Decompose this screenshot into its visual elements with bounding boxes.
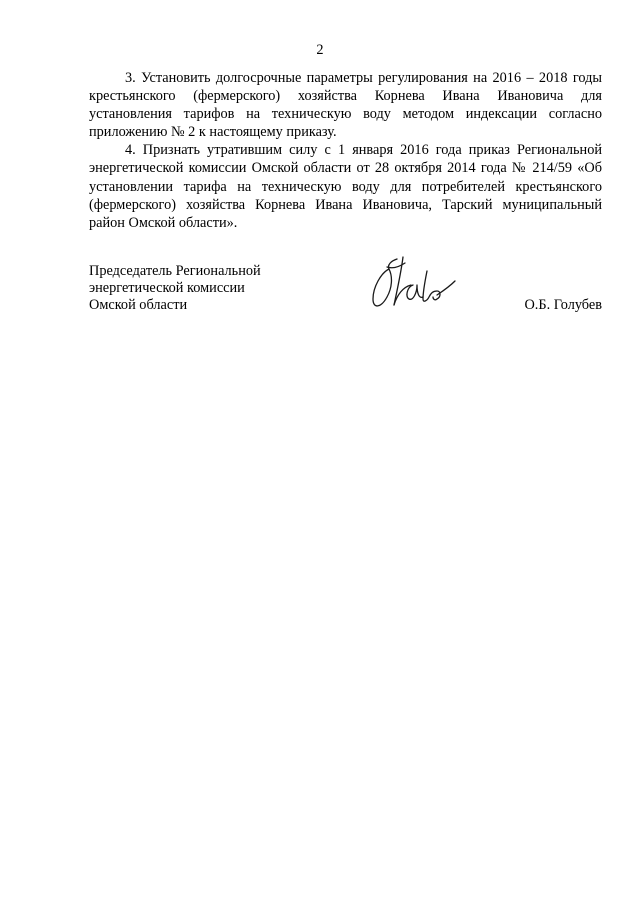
- page-number: 2: [316, 42, 324, 58]
- handwritten-signature: [367, 251, 459, 317]
- document-body: [89, 69, 602, 232]
- signatory-title-line: энергетической комиссии: [89, 280, 245, 296]
- signature-block: [89, 263, 602, 323]
- paragraph-4: 4. Признать утратившим силу с 1 января 2016 года приказ Региональной энергетической комиссии Омской области от 28 октября 2014 года № 214/59 «Об установлении тарифа на техническую воду для потребителей крестьянского (фермерского) хозяйства Корнева Ивана Ивановича, Тарский муниципальный район Омской области».: [89, 142, 602, 231]
- signatory-title: [89, 263, 261, 314]
- signatory-title-line: Омской области: [89, 297, 188, 313]
- paragraph-3: 3. Установить долгосрочные параметры регулирования на 2016 – 2018 годы крестьянского (фермерского) хозяйства Корнева Ивана Ивановича для установления тарифов на техническую воду методом индексации согласно приложению № 2 к настоящему приказу.: [89, 70, 602, 141]
- signatory-title-line: Председатель Региональной: [89, 263, 261, 279]
- signer-name: О.Б. Голубев: [524, 297, 602, 313]
